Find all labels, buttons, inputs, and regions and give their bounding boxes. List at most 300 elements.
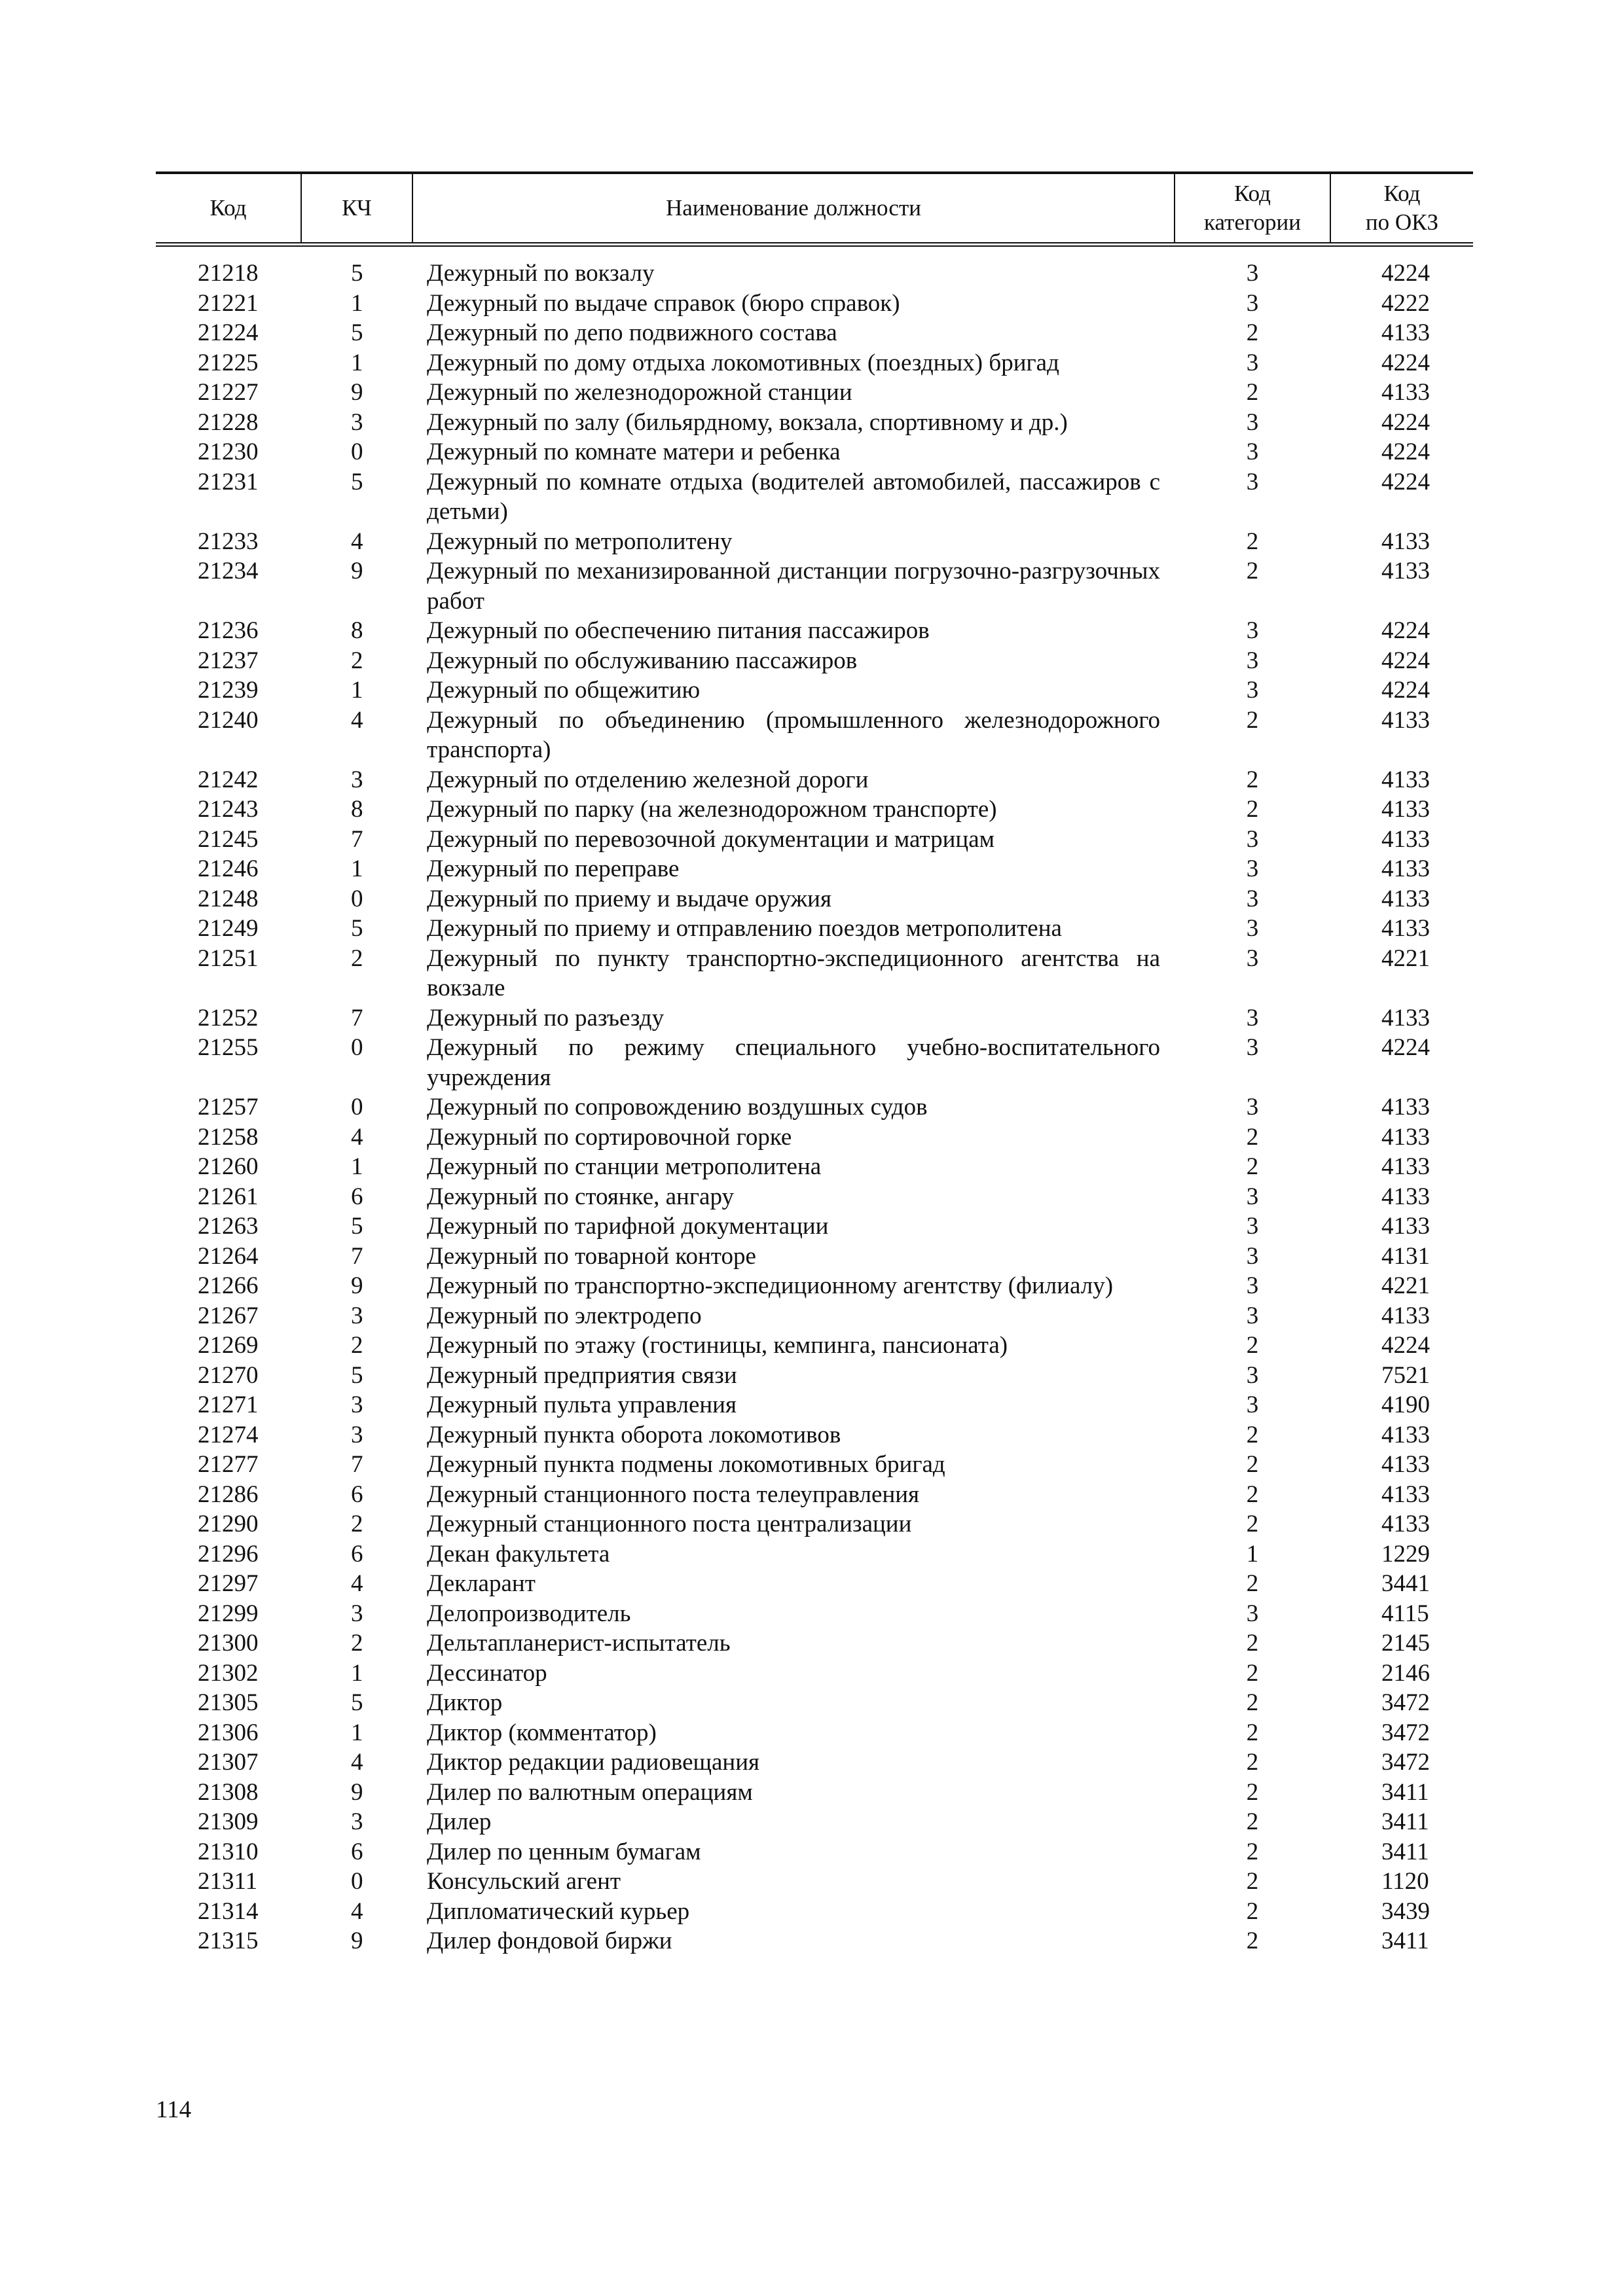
row-position-name: Дежурный станционного поста централизации — [427, 1511, 912, 1537]
row-code: 21311 — [198, 1868, 258, 1895]
row-position-name: Дессинатор — [427, 1659, 547, 1687]
table-row — [156, 467, 1473, 527]
row-position-name: Дежурный по вокзалу — [427, 260, 655, 287]
row-kch: 3 — [351, 408, 363, 436]
row-okz-code: 4221 — [1381, 1272, 1430, 1299]
table-row — [156, 1301, 1473, 1331]
row-category-code: 2 — [1246, 1332, 1259, 1359]
row-position-name: Дежурный по объединению (промышленного железнодорожного транспорта) — [427, 706, 1160, 763]
table-row — [156, 1628, 1473, 1659]
row-kch: 7 — [351, 1451, 363, 1478]
row-kch: 1 — [351, 1153, 363, 1180]
header-code: Код — [156, 173, 301, 245]
header-okz-line1: Код — [1383, 181, 1421, 206]
row-kch: 4 — [351, 528, 363, 555]
table-row — [156, 1271, 1473, 1301]
table-row — [156, 1599, 1473, 1629]
row-code: 21218 — [198, 260, 259, 287]
row-category-code: 3 — [1246, 647, 1259, 674]
row-code: 21252 — [198, 1004, 259, 1031]
row-kch: 6 — [351, 1540, 363, 1568]
row-position-name: Делопроизводитель — [427, 1600, 631, 1627]
row-position-name: Диктор (комментатор) — [427, 1719, 657, 1746]
row-okz-code: 4133 — [1381, 766, 1430, 793]
row-code: 21315 — [198, 1928, 259, 1954]
row-code: 21271 — [198, 1391, 259, 1418]
table-row — [156, 408, 1473, 438]
table-row — [156, 854, 1473, 884]
row-position-name: Дежурный по метрополитену — [427, 528, 733, 555]
row-kch: 9 — [351, 558, 363, 584]
row-category-code: 3 — [1246, 915, 1259, 942]
row-code: 21225 — [198, 349, 259, 376]
row-category-code: 3 — [1246, 944, 1259, 972]
row-code: 21307 — [198, 1749, 259, 1776]
row-kch: 1 — [351, 1659, 363, 1687]
row-kch: 4 — [351, 1749, 363, 1776]
row-position-name: Дежурный пункта оборота локомотивов — [427, 1421, 841, 1448]
row-okz-code: 4133 — [1381, 1094, 1430, 1121]
row-okz-code: 3472 — [1381, 1749, 1430, 1776]
row-code: 21258 — [198, 1123, 259, 1151]
table-row — [156, 289, 1473, 319]
row-category-code: 2 — [1246, 1511, 1259, 1537]
row-position-name: Дельтапланерист-испытатель — [427, 1630, 731, 1657]
header-position-name: Наименование должности — [412, 173, 1175, 245]
row-position-name: Дилер фондовой биржи — [427, 1928, 672, 1954]
row-code: 21227 — [198, 379, 259, 406]
row-position-name: Дежурный пункта подмены локомотивных бригад — [427, 1451, 945, 1478]
row-kch: 7 — [351, 1004, 363, 1031]
row-kch: 2 — [351, 647, 363, 674]
header-category-line2: категории — [1204, 209, 1301, 235]
row-kch: 3 — [351, 766, 363, 793]
row-okz-code: 4133 — [1381, 528, 1430, 555]
row-category-code: 2 — [1246, 1630, 1259, 1657]
table-row — [156, 348, 1473, 378]
row-category-code: 2 — [1246, 1868, 1259, 1895]
row-code: 21248 — [198, 885, 259, 912]
row-kch: 6 — [351, 1838, 363, 1865]
row-kch: 4 — [351, 1123, 363, 1151]
row-category-code: 3 — [1246, 1213, 1259, 1240]
row-code: 21302 — [198, 1659, 259, 1687]
row-position-name: Дежурный по обслуживанию пассажиров — [427, 647, 858, 674]
page-number: 114 — [156, 2096, 192, 2123]
row-okz-code: 4224 — [1381, 468, 1430, 495]
row-kch: 1 — [351, 349, 363, 376]
row-okz-code: 4133 — [1381, 1213, 1430, 1240]
row-code: 21228 — [198, 408, 259, 436]
table-row — [156, 378, 1473, 408]
table-row — [156, 1837, 1473, 1867]
row-position-name: Дежурный по товарной конторе — [427, 1242, 756, 1270]
table-row — [156, 1926, 1473, 1956]
row-code: 21274 — [198, 1421, 259, 1448]
row-position-name: Дежурный по отделению железной дороги — [427, 766, 869, 793]
table-row — [156, 1659, 1473, 1689]
row-okz-code: 4224 — [1381, 647, 1430, 674]
row-category-code: 3 — [1246, 1302, 1259, 1329]
row-code: 21237 — [198, 647, 259, 674]
row-position-name: Консульский агент — [427, 1868, 621, 1895]
row-kch: 3 — [351, 1600, 363, 1627]
row-kch: 2 — [351, 1332, 363, 1359]
row-category-code: 3 — [1246, 885, 1259, 912]
table-row — [156, 1539, 1473, 1570]
header-kch: КЧ — [301, 173, 412, 245]
row-category-code: 3 — [1246, 1004, 1259, 1031]
row-position-name: Декларант — [427, 1570, 536, 1597]
row-category-code: 2 — [1246, 558, 1259, 584]
row-category-code: 2 — [1246, 1838, 1259, 1865]
row-code: 21221 — [198, 289, 259, 317]
row-position-name: Дежурный по тарифной документации — [427, 1213, 829, 1240]
row-category-code: 2 — [1246, 1749, 1259, 1776]
row-code: 21299 — [198, 1600, 259, 1627]
row-kch: 3 — [351, 1391, 363, 1418]
table-row — [156, 1003, 1473, 1033]
row-category-code: 2 — [1246, 1421, 1259, 1448]
table-row — [156, 1033, 1473, 1092]
row-position-name: Дежурный предприятия связи — [427, 1361, 737, 1389]
row-okz-code: 3472 — [1381, 1719, 1430, 1746]
row-category-code: 2 — [1246, 1659, 1259, 1687]
row-code: 21239 — [198, 677, 259, 704]
row-kch: 1 — [351, 1719, 363, 1746]
row-code: 21260 — [198, 1153, 259, 1180]
table-row — [156, 1361, 1473, 1391]
row-kch: 9 — [351, 1778, 363, 1806]
row-category-code: 2 — [1246, 766, 1259, 793]
row-okz-code: 3472 — [1381, 1689, 1430, 1716]
row-okz-code: 1229 — [1381, 1540, 1430, 1568]
row-kch: 2 — [351, 1630, 363, 1657]
table-row — [156, 706, 1473, 765]
row-okz-code: 4133 — [1381, 558, 1430, 584]
table-row — [156, 1807, 1473, 1837]
row-category-code: 3 — [1246, 468, 1259, 495]
table-row — [156, 765, 1473, 795]
table-row — [156, 1420, 1473, 1450]
row-kch: 9 — [351, 379, 363, 406]
row-okz-code: 7521 — [1381, 1361, 1430, 1389]
row-okz-code: 4133 — [1381, 1123, 1430, 1151]
row-okz-code: 4224 — [1381, 1034, 1430, 1061]
row-position-name: Дежурный по комнате матери и ребенка — [427, 439, 841, 465]
table-row — [156, 1480, 1473, 1510]
row-position-name: Дежурный по пункту транспортно-экспедиционного агентства на вокзале — [427, 944, 1160, 1001]
row-code: 21267 — [198, 1302, 259, 1329]
row-okz-code: 4224 — [1381, 439, 1430, 465]
row-kch: 5 — [351, 1213, 363, 1240]
row-category-code: 3 — [1246, 825, 1259, 853]
row-kch: 0 — [351, 1034, 363, 1061]
row-kch: 3 — [351, 1421, 363, 1448]
row-code: 21249 — [198, 915, 259, 942]
row-position-name: Дежурный по стоянке, ангару — [427, 1183, 734, 1210]
table-row — [156, 1718, 1473, 1748]
row-okz-code: 4133 — [1381, 1421, 1430, 1448]
row-category-code: 2 — [1246, 1808, 1259, 1835]
row-code: 21261 — [198, 1183, 259, 1210]
row-code: 21230 — [198, 439, 259, 465]
row-code: 21242 — [198, 766, 259, 793]
table-row — [156, 556, 1473, 616]
row-position-name: Дежурный по общежитию — [427, 677, 701, 704]
row-code: 21297 — [198, 1570, 259, 1597]
row-okz-code: 4224 — [1381, 260, 1430, 287]
row-okz-code: 4133 — [1381, 319, 1430, 346]
row-position-name: Дежурный пульта управления — [427, 1391, 737, 1418]
table-row — [156, 795, 1473, 825]
row-kch: 6 — [351, 1480, 363, 1508]
row-okz-code: 2146 — [1381, 1659, 1430, 1687]
row-code: 21263 — [198, 1213, 259, 1240]
row-code: 21245 — [198, 825, 259, 853]
table-row — [156, 675, 1473, 706]
row-code: 21308 — [198, 1778, 259, 1806]
table-row — [156, 1748, 1473, 1778]
row-position-name: Дежурный по обеспечению питания пассажиров — [427, 617, 930, 644]
row-kch: 9 — [351, 1272, 363, 1299]
row-category-code: 3 — [1246, 349, 1259, 376]
row-position-name: Дежурный по транспортно-экспедиционному агентству (филиалу) — [427, 1272, 1114, 1299]
row-okz-code: 4133 — [1381, 915, 1430, 942]
row-code: 21286 — [198, 1480, 259, 1508]
row-position-name: Дежурный по разъезду — [427, 1004, 665, 1031]
row-position-name: Дежурный по железнодорожной станции — [427, 379, 852, 406]
table-row — [156, 1569, 1473, 1599]
row-code: 21251 — [198, 944, 259, 972]
table-row — [156, 1688, 1473, 1718]
row-category-code: 3 — [1246, 1361, 1259, 1389]
row-position-name: Дежурный по сопровождению воздушных судов — [427, 1094, 928, 1121]
row-kch: 5 — [351, 319, 363, 346]
row-code: 21234 — [198, 558, 259, 584]
row-code: 21231 — [198, 468, 259, 495]
row-position-name: Дежурный по станции метрополитена — [427, 1153, 822, 1180]
row-code: 21300 — [198, 1630, 259, 1657]
row-category-code: 3 — [1246, 1272, 1259, 1299]
row-okz-code: 1120 — [1381, 1868, 1429, 1895]
row-position-name: Дежурный по приему и выдаче оружия — [427, 885, 831, 912]
row-code: 21305 — [198, 1689, 259, 1716]
table-row — [156, 245, 1473, 289]
row-category-code: 2 — [1246, 796, 1259, 823]
row-category-code: 3 — [1246, 260, 1259, 287]
row-kch: 6 — [351, 1183, 363, 1210]
row-kch: 2 — [351, 944, 363, 972]
row-okz-code: 4133 — [1381, 855, 1430, 882]
row-okz-code: 4133 — [1381, 1004, 1430, 1031]
row-okz-code: 4224 — [1381, 617, 1430, 644]
row-category-code: 2 — [1246, 1570, 1259, 1597]
row-code: 21309 — [198, 1808, 259, 1835]
table-row — [156, 914, 1473, 944]
row-kch: 0 — [351, 885, 363, 912]
row-okz-code: 3439 — [1381, 1897, 1430, 1925]
row-kch: 1 — [351, 289, 363, 317]
table-row — [156, 1331, 1473, 1361]
row-code: 21310 — [198, 1838, 259, 1865]
row-category-code: 2 — [1246, 706, 1259, 734]
table-row — [156, 1242, 1473, 1272]
row-okz-code: 4224 — [1381, 349, 1430, 376]
row-kch: 0 — [351, 1868, 363, 1895]
row-kch: 4 — [351, 706, 363, 734]
row-code: 21290 — [198, 1511, 259, 1537]
row-code: 21277 — [198, 1451, 259, 1478]
row-category-code: 2 — [1246, 1689, 1259, 1716]
row-okz-code: 4133 — [1381, 1511, 1430, 1537]
header-okz-line2: по ОКЗ — [1365, 209, 1439, 235]
row-okz-code: 4133 — [1381, 1480, 1430, 1508]
row-okz-code: 4222 — [1381, 289, 1430, 317]
row-position-name: Дежурный по комнате отдыха (водителей автомобилей, пассажиров с детьми) — [427, 468, 1160, 525]
row-code: 21296 — [198, 1540, 259, 1568]
row-okz-code: 4190 — [1381, 1391, 1430, 1418]
table-row — [156, 1152, 1473, 1182]
table-row — [156, 318, 1473, 348]
table-header — [156, 173, 1473, 245]
table-row — [156, 616, 1473, 646]
row-okz-code: 3411 — [1381, 1778, 1429, 1806]
row-category-code: 3 — [1246, 408, 1259, 436]
row-position-name: Дежурный по этажу (гостиницы, кемпинга, пансионата) — [427, 1332, 1008, 1359]
header-okz-code — [1330, 173, 1473, 245]
row-category-code: 3 — [1246, 617, 1259, 644]
row-category-code: 3 — [1246, 1183, 1259, 1210]
row-position-name: Дежурный по механизированной дистанции погрузочно-разгрузочных работ — [427, 558, 1160, 615]
header-category-line1: Код — [1234, 181, 1271, 206]
positions-table — [156, 171, 1473, 1956]
row-position-name: Дежурный по дому отдыха локомотивных (поездных) бригад — [427, 349, 1059, 376]
row-code: 21269 — [198, 1332, 259, 1359]
row-category-code: 2 — [1246, 319, 1259, 346]
row-category-code: 3 — [1246, 677, 1259, 704]
row-kch: 1 — [351, 855, 363, 882]
row-category-code: 2 — [1246, 1153, 1259, 1180]
row-position-name: Дежурный по залу (бильярдному, вокзала, спортивному и др.) — [427, 408, 1068, 436]
table-body — [156, 245, 1473, 1956]
table-row — [156, 1092, 1473, 1122]
table-row — [156, 944, 1473, 1003]
table-row — [156, 1211, 1473, 1242]
row-code: 21264 — [198, 1242, 259, 1270]
row-category-code: 3 — [1246, 1034, 1259, 1061]
row-kch: 2 — [351, 1511, 363, 1537]
row-category-code: 3 — [1246, 1242, 1259, 1270]
table-row — [156, 1450, 1473, 1480]
row-position-name: Дежурный по выдаче справок (бюро справок) — [427, 289, 900, 317]
row-category-code: 2 — [1246, 1123, 1259, 1151]
row-kch: 3 — [351, 1808, 363, 1835]
row-position-name: Диктор — [427, 1689, 503, 1716]
row-okz-code: 4133 — [1381, 885, 1430, 912]
row-category-code: 2 — [1246, 528, 1259, 555]
row-position-name: Дежурный по депо подвижного состава — [427, 319, 837, 346]
row-category-code: 2 — [1246, 1451, 1259, 1478]
row-okz-code: 3411 — [1381, 1808, 1429, 1835]
row-okz-code: 4224 — [1381, 408, 1430, 436]
table-row — [156, 1897, 1473, 1927]
row-code: 21266 — [198, 1272, 259, 1299]
row-kch: 1 — [351, 677, 363, 704]
row-okz-code: 3441 — [1381, 1570, 1430, 1597]
row-position-name: Дежурный по переправе — [427, 855, 680, 882]
row-code: 21255 — [198, 1034, 259, 1061]
table-row — [156, 884, 1473, 914]
row-code: 21243 — [198, 796, 259, 823]
table-row — [156, 1867, 1473, 1897]
row-kch: 5 — [351, 915, 363, 942]
row-category-code: 3 — [1246, 1600, 1259, 1627]
row-okz-code: 3411 — [1381, 1928, 1429, 1954]
table-row — [156, 1122, 1473, 1153]
row-position-name: Дилер по валютным операциям — [427, 1778, 753, 1806]
row-kch: 7 — [351, 825, 363, 853]
row-kch: 3 — [351, 1302, 363, 1329]
row-position-name: Дежурный по приему и отправлению поездов метрополитена — [427, 915, 1062, 942]
row-kch: 8 — [351, 617, 363, 644]
table-row — [156, 646, 1473, 676]
row-category-code: 2 — [1246, 1928, 1259, 1954]
row-code: 21224 — [198, 319, 259, 346]
row-position-name: Дилер — [427, 1808, 492, 1835]
row-okz-code: 4133 — [1381, 706, 1430, 734]
row-okz-code: 4224 — [1381, 677, 1430, 704]
row-okz-code: 3411 — [1381, 1838, 1429, 1865]
row-kch: 0 — [351, 439, 363, 465]
row-kch: 4 — [351, 1897, 363, 1925]
row-category-code: 3 — [1246, 1094, 1259, 1121]
row-okz-code: 4131 — [1381, 1242, 1430, 1270]
row-position-name: Дипломатический курьер — [427, 1897, 690, 1925]
row-kch: 7 — [351, 1242, 363, 1270]
row-okz-code: 4133 — [1381, 379, 1430, 406]
row-code: 21306 — [198, 1719, 259, 1746]
row-category-code: 3 — [1246, 439, 1259, 465]
row-position-name: Дежурный по парку (на железнодорожном транспорте) — [427, 796, 997, 823]
table-row — [156, 437, 1473, 467]
row-category-code: 2 — [1246, 1719, 1259, 1746]
row-kch: 5 — [351, 1689, 363, 1716]
row-code: 21270 — [198, 1361, 259, 1389]
table-row — [156, 825, 1473, 855]
row-kch: 9 — [351, 1928, 363, 1954]
row-code: 21233 — [198, 528, 259, 555]
table-row — [156, 1390, 1473, 1420]
document-page — [156, 171, 1473, 1956]
row-code: 21314 — [198, 1897, 259, 1925]
table-row — [156, 1509, 1473, 1539]
row-kch: 5 — [351, 1361, 363, 1389]
row-category-code: 2 — [1246, 1897, 1259, 1925]
row-okz-code: 2145 — [1381, 1630, 1430, 1657]
row-code: 21257 — [198, 1094, 259, 1121]
row-okz-code: 4133 — [1381, 825, 1430, 853]
row-category-code: 3 — [1246, 1391, 1259, 1418]
row-category-code: 1 — [1246, 1540, 1259, 1568]
row-code: 21240 — [198, 706, 259, 734]
row-position-name: Дежурный по сортировочной горке — [427, 1123, 792, 1151]
row-position-name: Дежурный по режиму специального учебно-воспитательного учреждения — [427, 1034, 1160, 1091]
row-position-name: Диктор редакции радиовещания — [427, 1749, 760, 1776]
row-kch: 8 — [351, 796, 363, 823]
row-okz-code: 4133 — [1381, 1183, 1430, 1210]
header-category-code — [1175, 173, 1330, 245]
